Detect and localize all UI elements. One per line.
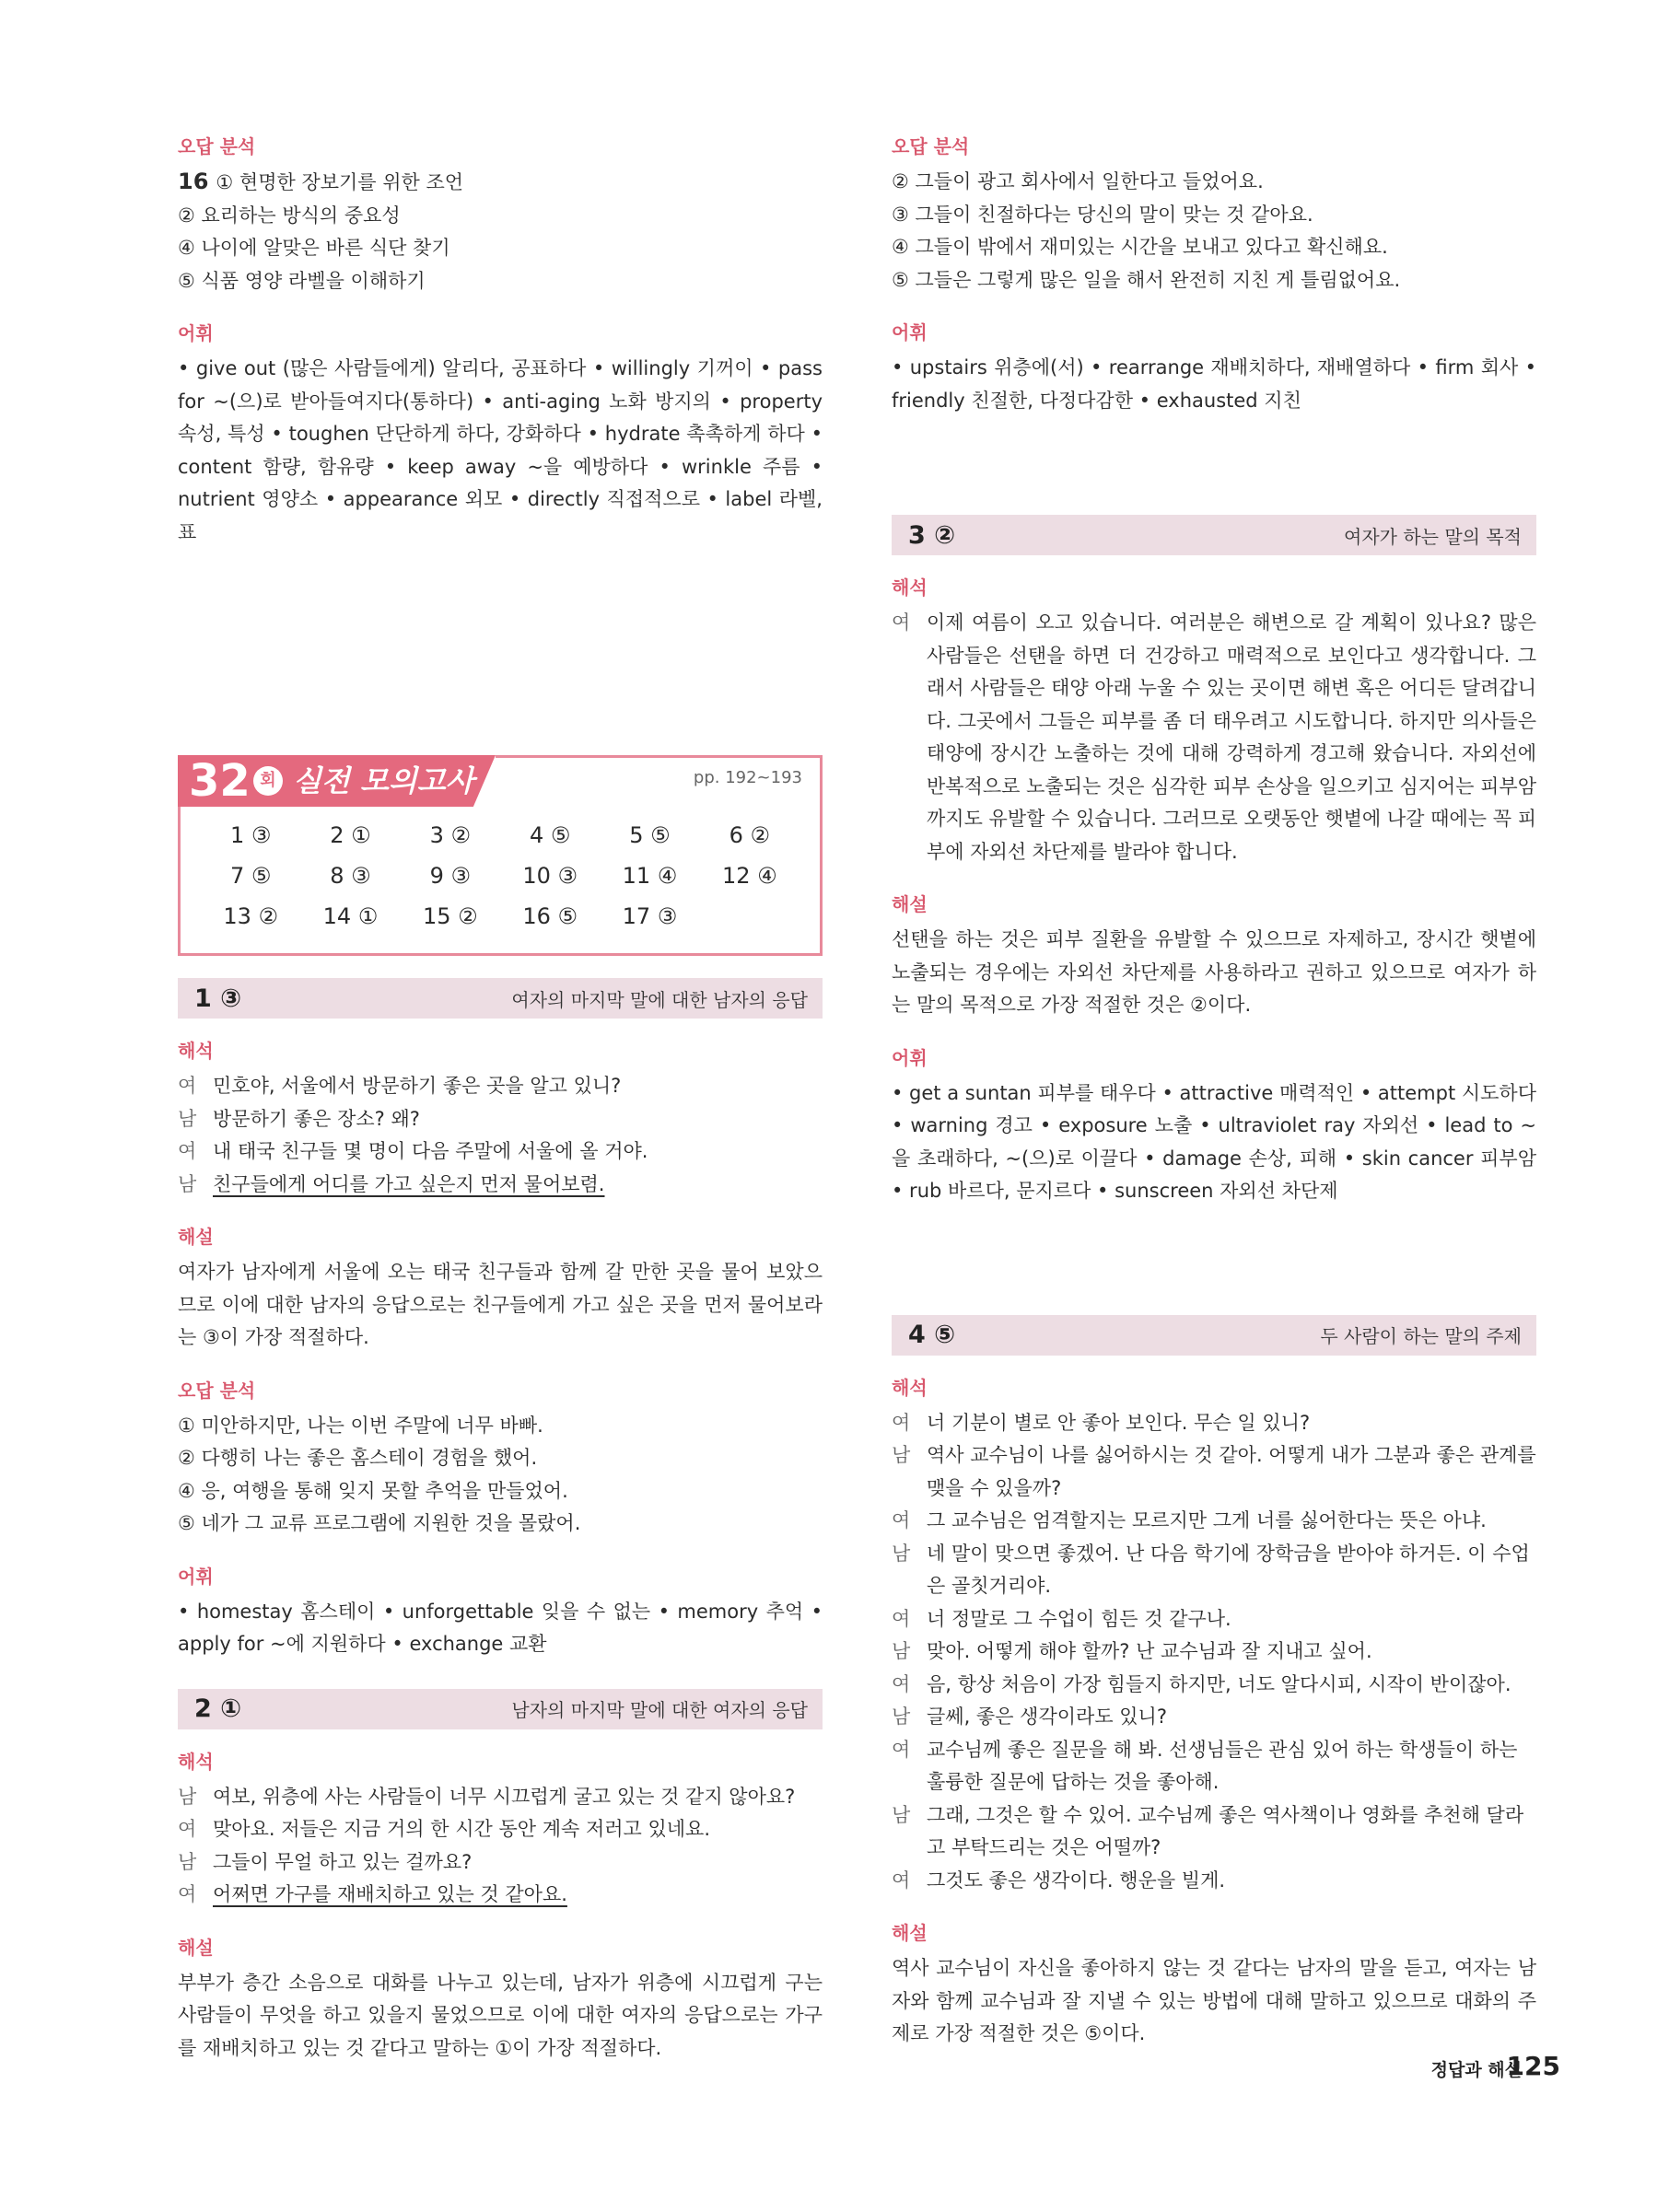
dialog-line: 여 내 태국 친구들 몇 명이 다음 주말에 서울에 올 거야.: [178, 1140, 648, 1162]
dialog-line: 남 역사 교수님이 나를 싫어하시는 것 같아. 어떻게 내가 그분과 좋은 관계를 맺을 수 있을까?: [892, 1444, 1536, 1499]
page-number: 125: [1506, 2051, 1560, 2081]
dialog-line: 여 너 기분이 별로 안 좋아 보인다. 무슨 일 있니?: [892, 1411, 1311, 1434]
dialog-line: 남 맞아. 어떻게 해야 할까? 난 교수님과 잘 지내고 싶어.: [892, 1640, 1372, 1662]
answer-item: 9 ③: [429, 863, 472, 889]
exam-pages: pp. 192~193: [693, 768, 802, 787]
dialog-line: 남 그래, 그것은 할 수 있어. 교수님께 좋은 역사책이나 영화를 추천해 달라고 부탁드리는 것은 어떨까?: [892, 1803, 1524, 1858]
q2-translation: 해석 남 여보, 위층에 사는 사람들이 너무 시끄럽게 굴고 있는 것 같지 않아요? 여 맞아요. 저들은 지금 거의 한 시간 동안 계속 저러고 있네요. 남 그들이 무얼 하고 있는 걸까요? 여 어쩌면 가구를 재배치하고 있는 것 같아요.: [178, 1750, 823, 1912]
answer-item: 6 ②: [729, 822, 771, 848]
answer-item: 13 ②: [223, 903, 278, 929]
exam-title: 실전 모의고사: [293, 763, 474, 798]
answer-item: 1 ③: [229, 822, 272, 848]
q3-vocabulary: 어휘 • get a suntan 피부를 태우다 • attractive 매력적인 • attempt 시도하다 • warning 경고 • exposure 노출 • ultraviolet ray 자외선 • lead to ~을 초래하다, ~(으)로 이끌다 • damage 손상, 피해 • skin cancer 피부암 • rub 바르다, 문지르다 • sunscreen 자외선 차단제: [892, 1046, 1536, 1202]
answer-item: 11 ④: [622, 863, 678, 889]
question-topic: 두 사람이 하는 말의 주제: [1320, 1325, 1522, 1347]
exam-hoe-badge: 회: [253, 766, 283, 796]
dialog-line: 여 음, 항상 처음이 가장 힘들지 하지만, 너도 알다시피, 시작이 반이잖아.: [892, 1672, 1511, 1695]
q2-wrong-analysis: 오답 분석 ② 그들이 광고 회사에서 일한다고 들었어요. ③ 그들이 친절하다는 당신의 말이 맞는 것 같아요. ④ 그들이 밖에서 재미있는 시간을 보내고 있다고 확신해요. ⑤ 그들은 그렇게 많은 일을 해서 완전히 지친 게 틀림없어요.: [892, 135, 1401, 291]
q3-explanation: 해설 선탠을 하는 것은 피부 질환을 유발할 수 있으므로 자제하고, 장시간 햇볕에 노출되는 경우에는 자외선 차단제를 사용하라고 권하고 있으므로 여자가 하는 말의 목적으로 가장 적절한 것은 ②이다.: [892, 893, 1536, 1016]
answer-item: 4 ⑤: [529, 822, 571, 848]
right-column: [892, 134, 1536, 2075]
question-1-header: [178, 978, 823, 1019]
dialog-line: 여 어쩌면 가구를 재배치하고 있는 것 같아요.: [178, 1883, 567, 1905]
dialog-line: 여 그것도 좋은 생각이다. 행운을 빌게.: [892, 1869, 1226, 1892]
answer-item: 5 ⑤: [629, 822, 671, 848]
dialog-line: 남 여보, 위층에 사는 사람들이 너무 시끄럽게 굴고 있는 것 같지 않아요?: [178, 1785, 796, 1808]
exam-number: 32: [189, 755, 251, 807]
q4-translation: 해석 여 너 기분이 별로 안 좋아 보인다. 무슨 일 있니? 남 역사 교수님이 나를 싫어하시는 것 같아. 어떻게 내가 그분과 좋은 관계를 맺을 수 있을까? 여 그 교수님은 엄격할지는 모르지만 그게 너를 싫어한다는 뜻은 아냐. 남 네 말이 맞으면 좋겠어. 난 다음 학기에 장학금을 받아야 하거든. 이 수업은 골칫거리야. 여 너 정말로 그 수업이 힘든 것 같구나. 남 맞아. 어떻게 해야 할까? 난 교수님과 잘 지내고 싶어. 여 음, 항상 처음이 가장 힘들지 하지만, 너도 알다시피, 시작이 반이잖아. 남 글쎄, 좋은 생각이라도 있니? 여 교수님께 좋은 질문을 해 봐. 선생님들은 관심 있어 하는 학생들이 하는 훌륭한 질문에 답하는 것을 좋아해. 남 그래, 그것은 할 수 있어. 교수님께 좋은 역사책이나 영화를 추천해 달라고 부탁드리는 것은 어떨까? 여 그것도 좋은 생각이다. 행운을 빌게.: [892, 1376, 1536, 1898]
answer-item: 3 ②: [429, 822, 472, 848]
dialog-line: 남 친구들에게 어디를 가고 싶은지 먼저 물어보렴.: [178, 1172, 605, 1195]
dialog-line: 여 맞아요. 저들은 지금 거의 한 시간 동안 계속 저러고 있네요.: [178, 1818, 711, 1840]
answer-item: 15 ②: [422, 903, 478, 929]
q4-explanation: 해설 역사 교수님이 자신을 좋아하지 않는 것 같다는 남자의 말을 듣고, 여자는 남자와 함께 교수님과 잘 지낼 수 있는 방법에 대해 말하고 있으므로 대화의 주제로 가장 적절한 것은 ⑤이다.: [892, 1922, 1536, 2044]
answer-item: 14 ①: [322, 903, 379, 929]
question-topic: 남자의 마지막 말에 대한 여자의 응답: [511, 1699, 808, 1721]
answer-item: 16 ⑤: [522, 903, 578, 929]
dialog-line: 여 그 교수님은 엄격할지는 모르지만 그게 너를 싫어한다는 뜻은 아냐.: [892, 1509, 1487, 1531]
dialog-line: 남 방문하기 좋은 장소? 왜?: [178, 1107, 420, 1130]
answer-item: 12 ④: [721, 863, 777, 889]
footer-section-label: 정답과 해설: [1430, 2060, 1522, 2080]
question-3-header: [892, 515, 1536, 555]
q16-wrong-analysis: 오답 분석 16 ① 현명한 장보기를 위한 조언 ② 요리하는 방식의 중요성 ④ 나이에 알맞은 바른 식단 찾기 ⑤ 식품 영양 라벨을 이해하기: [178, 134, 823, 297]
q16-vocabulary: [178, 321, 823, 549]
dialog-line: 남 네 말이 맞으면 좋겠어. 난 다음 학기에 장학금을 받아야 하거든. 이 수업은 골칫거리야.: [892, 1542, 1530, 1597]
question-4-header: [892, 1315, 1536, 1356]
question-2-header: [178, 1689, 823, 1729]
monologue: 여 이제 여름이 오고 있습니다. 여러분은 해변으로 갈 계획이 있나요? 많은 사람들은 선탠을 하면 더 건강하고 매력적으로 보인다고 생각합니다. 그래서 사람들은 태양 아래 누울 수 있는 곳이면 해변 혹은 어디든 달려갑니다. 그곳에서 그들은 피부를 좀 더 태우려고 시도합니다. 하지만 의사들은 태양에 장시간 노출하는 것에 대해 강력하게 경고해 왔습니다. 자외선에 반복적으로 노출되는 것은 심각한 피부 손상을 일으키고 심지어는 피부암까지도 유발할 수 있습니다. 그러므로 오랫동안 햇볕에 나갈 때에는 꼭 피부에 자외선 차단제를 발라야 합니다.: [892, 611, 1536, 863]
section-label: 어휘: [178, 322, 214, 344]
answer-grid: [201, 820, 799, 932]
dialog-line: 여 너 정말로 그 수업이 힘든 것 같구나.: [892, 1607, 1231, 1630]
answer-item: 10 ③: [522, 863, 578, 889]
q1-explanation: 해설 여자가 남자에게 서울에 오는 태국 친구들과 함께 갈 만한 곳을 물어 보았으므로 이에 대한 남자의 응답으로는 친구들에게 가고 싶은 곳을 먼저 물어보라는 ③이 가장 적절하다.: [178, 1226, 823, 1348]
question-number: 1 ③: [194, 984, 242, 1013]
answer-item: 2 ①: [330, 822, 371, 848]
vocab-list: • give out (많은 사람들에게) 알리다, 공표하다 • willingly 기꺼이 • pass for ~(으)로 받아들여지다(통하다) • anti-aging 노화 방지의 • property 속성, 특성 • toughen 단단하게 하다, 강화하다 • hydrate 촉촉하게 하다 • content 함량, 함유량 • keep away ~을 예방하다 • wrinkle 주름 • nutrient 영양소 • appearance 외모 • directly 직접적으로 • label 라벨, 표: [178, 357, 823, 543]
q2-vocabulary: 어휘 • upstairs 위층에(서) • rearrange 재배치하다, 재배열하다 • firm 회사 • friendly 친절한, 다정다감한 • exhausted 지친: [892, 321, 1536, 412]
question-number: 4 ⑤: [908, 1321, 956, 1349]
q1-vocabulary: 어휘 • homestay 홈스테이 • unforgettable 잊을 수 없는 • memory 추억 • apply for ~에 지원하다 • exchange 교환: [178, 1565, 823, 1655]
answer-item: 17 ③: [622, 903, 678, 929]
q1-translation: 해석 여 민호야, 서울에서 방문하기 좋은 곳을 알고 있니? 남 방문하기 좋은 장소? 왜? 여 내 태국 친구들 몇 명이 다음 주말에 서울에 올 거야. 남 친구들에게 어디를 가고 싶은지 먼저 물어보렴.: [178, 1039, 823, 1201]
q2-explanation: 해설 부부가 층간 소음으로 대화를 나누고 있는데, 남자가 위층에 시끄럽게 구는 사람들이 무엇을 하고 있을지 물었으므로 이에 대한 여자의 응답으로는 가구를 재배치하고 있는 것 같다고 말하는 ①이 가장 적절하다.: [178, 1936, 823, 2059]
q1-wrong-analysis: 오답 분석 ① 미안하지만, 나는 이번 주말에 너무 바빠. ② 다행히 나는 좋은 홈스테이 경험을 했어. ④ 응, 여행을 통해 잊지 못할 추억을 만들었어. ⑤ 네가 그 교류 프로그램에 지원한 것을 몰랐어.: [178, 1379, 581, 1534]
question-topic: 여자의 마지막 말에 대한 남자의 응답: [511, 988, 808, 1011]
answer-item: 8 ③: [330, 863, 371, 889]
dialog-line: 여 교수님께 좋은 질문을 해 봐. 선생님들은 관심 있어 하는 학생들이 하는 훌륭한 질문에 답하는 것을 좋아해.: [892, 1738, 1518, 1793]
dialog-line: 남 그들이 무얼 하고 있는 걸까요?: [178, 1850, 473, 1873]
q3-translation: 해석 여 이제 여름이 오고 있습니다. 여러분은 해변으로 갈 계획이 있나요? 많은 사람들은 선탠을 하면 더 건강하고 매력적으로 보인다고 생각합니다. 그래서 사람들은 태양 아래 누울 수 있는 곳이면 해변 혹은 어디든 달려갑니다. 그곳에서 그들은 피부를 좀 더 태우려고 시도합니다. 하지만 의사들은 태양에 장시간 노출하는 것에 대해 강력하게 경고해 왔습니다. 자외선에 반복적으로 노출되는 것은 심각한 피부 손상을 일으키고 심지어는 피부암까지도 유발할 수 있습니다. 그러므로 오랫동안 햇볕에 나갈 때에는 꼭 피부에 자외선 차단제를 발라야 합니다.: [892, 576, 1536, 868]
question-topic: 여자가 하는 말의 목적: [1344, 525, 1522, 548]
dialog-line: 남 글쎄, 좋은 생각이라도 있니?: [892, 1706, 1167, 1728]
question-number: 16: [178, 169, 209, 194]
section-label: 오답 분석: [178, 135, 256, 157]
left-column: [178, 134, 823, 2089]
dialog-line: 여 민호야, 서울에서 방문하기 좋은 곳을 알고 있니?: [178, 1075, 622, 1097]
question-number: 2 ①: [194, 1694, 242, 1723]
answer-item: 7 ⑤: [229, 863, 272, 889]
exam-answer-box: [178, 755, 823, 956]
question-number: 3 ②: [908, 520, 956, 550]
